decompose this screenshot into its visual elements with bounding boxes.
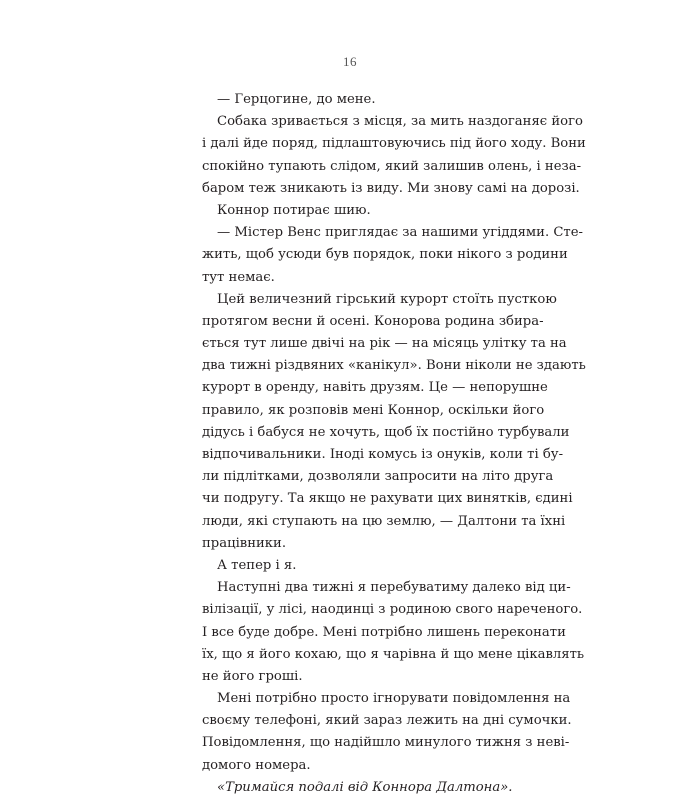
text-line: ється тут лише двічі на рік — на місяць улітку та на <box>202 336 567 352</box>
text-line: вілізації, у лісі, наодинці з родиною свого нареченого. <box>202 602 583 618</box>
text-line: — Містер Венс приглядає за нашими угіддями. Сте- <box>217 225 583 241</box>
text-line: відпочивальники. Іноді комусь із онуків, коли ті бу- <box>202 447 564 462</box>
text-line: не його гроші. <box>202 668 303 684</box>
text-line: Мені потрібно просто ігнорувати повідомлення на <box>217 691 571 707</box>
text-line: А тепер і я. <box>217 557 297 573</box>
text-line: Собака зривається з місця, за мить наздоганяє його <box>217 114 583 130</box>
page-number: 16 <box>343 54 357 69</box>
text-line: жить, щоб усюди був порядок, поки нікого з родини <box>202 247 568 263</box>
text-line: чи подругу. Та якщо не рахувати цих винятків, єдині <box>202 491 573 507</box>
text-line: правило, як розповів мені Коннор, оскільки його <box>202 402 545 418</box>
text-line: баром теж зникають із виду. Ми знову самі на дорозі. <box>202 180 580 196</box>
text-line: І все буде добре. Мені потрібно лишень переконати <box>202 624 566 640</box>
text-line: ли підлітками, дозволяли запросити на літо друга <box>202 469 554 485</box>
text-line: курорт в оренду, навіть друзям. Це — непорушне <box>202 380 548 396</box>
text-line: Повідомлення, що надійшло минулого тижня з неві- <box>202 735 570 751</box>
text-line: Цей величезний гірський курорт стоїть пусткою <box>217 291 557 307</box>
text-line: Коннор потирає шию. <box>217 202 371 218</box>
text-line: «Тримайся подалі від Коннора Далтона». <box>217 779 513 795</box>
text-line: люди, які ступають на цю землю, — Далтони та їхні <box>202 513 566 529</box>
text-line: протягом весни й осені. Конорова родина збира- <box>202 313 544 329</box>
text-line: спокійно тупають слідом, який залишив олень, і неза- <box>202 158 582 174</box>
text-line: своєму телефоні, який зараз лежить на дні сумочки. <box>202 713 572 729</box>
text-line: тут немає. <box>202 269 275 285</box>
text-line: їх, що я його кохаю, що я чарівна й що мене цікавлять <box>202 646 585 662</box>
text-line: дідусь і бабуся не хочуть, щоб їх постійно турбували <box>202 424 570 440</box>
text-line: працівники. <box>202 535 287 551</box>
text-line: — Герцогине, до мене. <box>217 92 376 107</box>
body-text <box>202 89 586 799</box>
text-line: і далі йде поряд, підлаштовуючись під його ходу. Вони <box>202 136 586 152</box>
text-line: домого номера. <box>202 757 311 773</box>
text-line: два тижні різдвяних «канікул». Вони ніколи не здають <box>202 358 586 374</box>
text-line: Наступні два тижні я перебуватиму далеко від ци- <box>217 580 571 596</box>
